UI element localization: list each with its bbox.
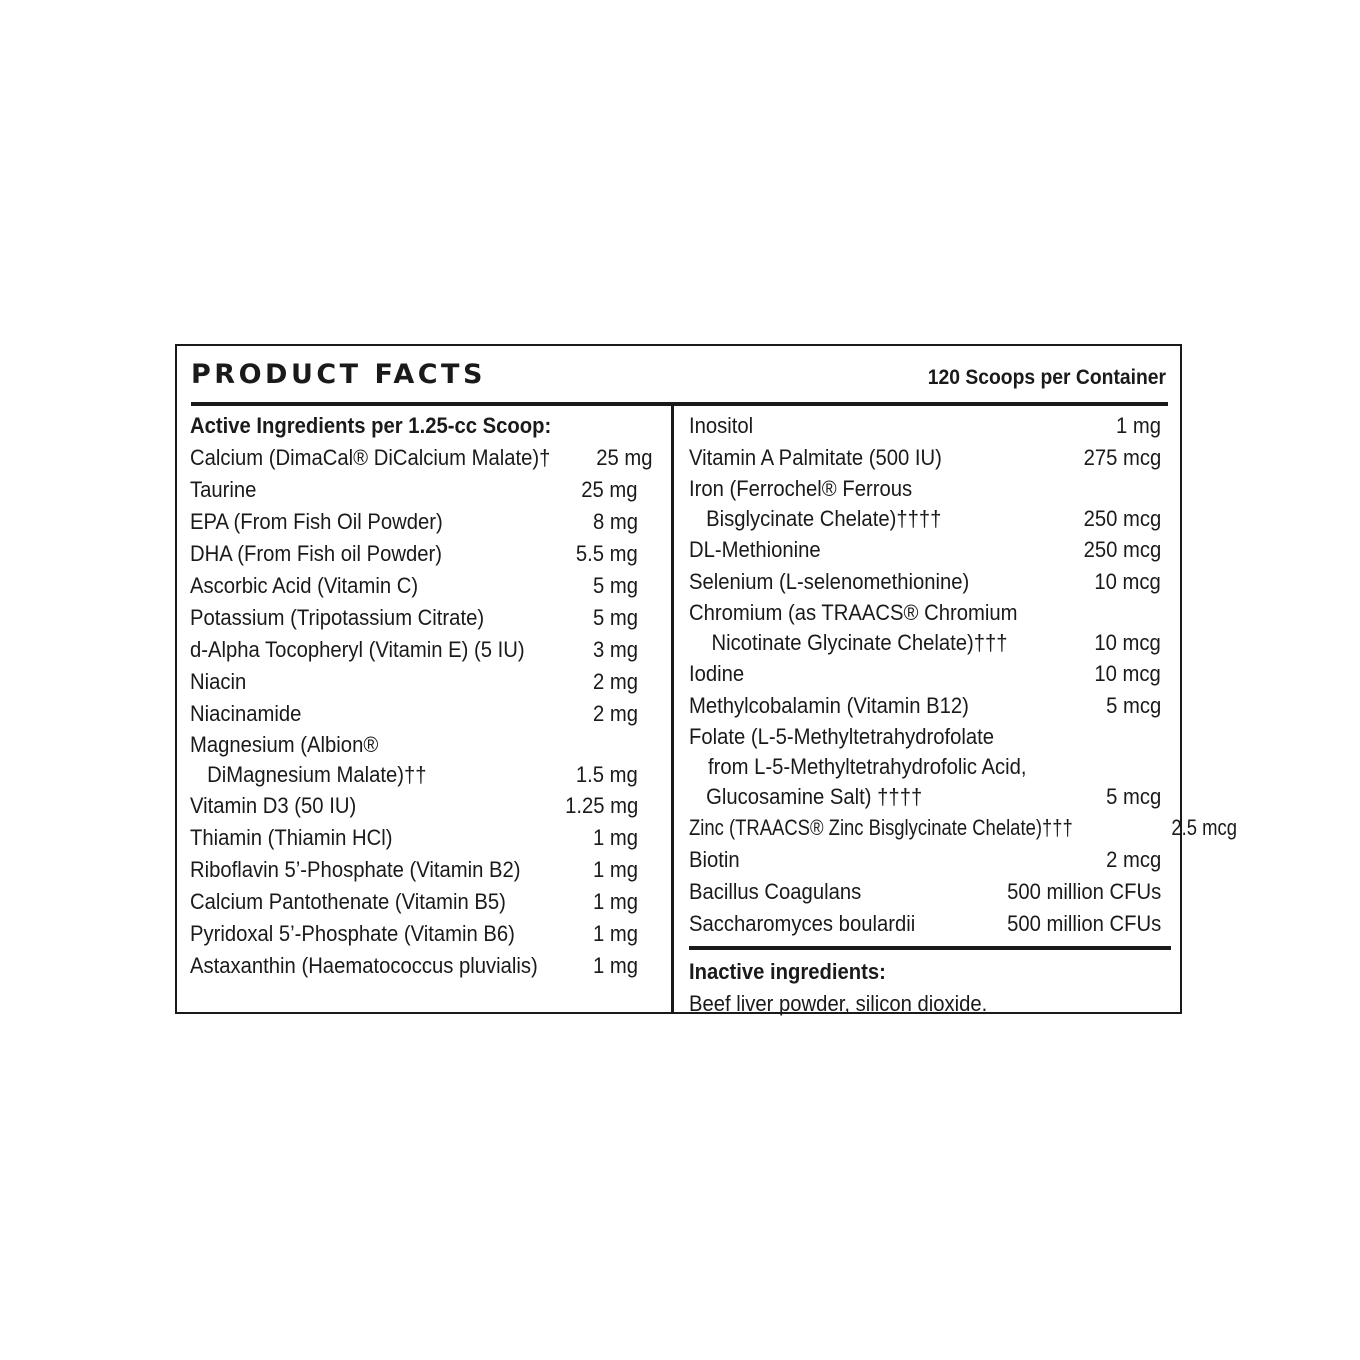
ingredient-row xyxy=(689,566,1161,598)
ingredient-name: DL-Methionine xyxy=(689,537,821,562)
ingredient-name: Thiamin (Thiamin HCl) xyxy=(190,825,393,850)
inactive-ingredients-text: Beef liver powder, silicon dioxide. xyxy=(689,991,988,1016)
ingredient-amount: 1 mg xyxy=(1115,413,1161,438)
ingredient-row xyxy=(689,410,1161,442)
inactive-heading-text: Inactive ingredients: xyxy=(689,959,886,984)
ingredient-name: Astaxanthin (Haematococcus pluvialis) xyxy=(190,953,538,978)
ingredient-name-line1: Iron (Ferrochel® Ferrous xyxy=(689,476,913,501)
ingredient-name: Selenium (L-selenomethionine) xyxy=(689,569,970,594)
ingredient-name: Vitamin A Palmitate (500 IU) xyxy=(689,445,942,470)
ingredient-name: Potassium (Tripotassium Citrate) xyxy=(190,605,485,630)
ingredient-name: Taurine xyxy=(190,477,257,502)
ingredient-row xyxy=(190,918,638,950)
servings-per-container: 120 Scoops per Container xyxy=(927,366,1166,389)
inactive-rule xyxy=(689,946,1171,950)
ingredient-name-line2: from L-5-Methyltetrahydrofolic Acid, xyxy=(708,754,1027,779)
ingredient-amount: 250 mcg xyxy=(1083,537,1161,562)
ingredient-amount: 1.25 mg xyxy=(564,793,638,818)
chromium-entry xyxy=(689,598,1161,658)
ingredient-name-line3: Glucosamine Salt) †††† xyxy=(706,784,923,809)
heading-text: Active Ingredients per 1.25-cc Scoop: xyxy=(190,413,552,438)
iron-entry xyxy=(689,474,1161,534)
ingredient-name-line1: Chromium (as TRAACS® Chromium xyxy=(689,600,1018,625)
ingredient-amount: 10 mcg xyxy=(1094,569,1161,594)
ingredient-row xyxy=(689,690,1161,722)
ingredient-row xyxy=(190,790,638,822)
ingredient-name: Saccharomyces boulardii xyxy=(689,911,916,936)
left-column xyxy=(190,410,653,982)
ingredient-name: Zinc (TRAACS® Zinc Bisglycinate Chelate)††† xyxy=(689,815,1073,840)
ingredient-name: Methylcobalamin (Vitamin B12) xyxy=(689,693,969,718)
ingredient-row xyxy=(190,950,638,982)
ingredient-amount: 2 mcg xyxy=(1105,847,1161,872)
ingredient-name: Vitamin D3 (50 IU) xyxy=(190,793,357,818)
ingredient-name: Bacillus Coagulans xyxy=(689,879,862,904)
ingredient-row xyxy=(689,908,1161,940)
inactive-heading xyxy=(689,956,1161,988)
ingredient-row xyxy=(689,658,1161,690)
ingredient-amount: 1 mg xyxy=(592,857,638,882)
ingredient-name: Calcium Pantothenate (Vitamin B5) xyxy=(190,889,506,914)
ingredient-row xyxy=(190,634,638,666)
ingredient-row xyxy=(190,602,638,634)
ingredient-name: DHA (From Fish oil Powder) xyxy=(190,541,443,566)
ingredient-name-line1: Folate (L-5-Methyltetrahydrofolate xyxy=(689,724,995,749)
ingredient-name: Niacinamide xyxy=(190,701,302,726)
ingredient-amount: 250 mcg xyxy=(1083,506,1161,531)
product-facts-panel xyxy=(175,344,1238,1016)
ingredient-amount: 5 mg xyxy=(592,573,638,598)
ingredient-name: Pyridoxal 5’-Phosphate (Vitamin B6) xyxy=(190,921,515,946)
magnesium-entry xyxy=(190,730,638,790)
ingredient-amount: 3 mg xyxy=(592,637,638,662)
ingredient-name: Calcium (DimaCal® DiCalcium Malate)† xyxy=(190,445,551,470)
ingredient-row xyxy=(190,822,638,854)
ingredient-amount: 25 mg xyxy=(581,477,638,502)
ingredient-row xyxy=(190,666,638,698)
ingredient-row xyxy=(190,474,638,506)
ingredient-name-line2: Nicotinate Glycinate Chelate)††† xyxy=(711,630,1008,655)
ingredient-row xyxy=(689,844,1161,876)
ingredient-row xyxy=(689,812,1238,844)
ingredient-amount: 275 mcg xyxy=(1083,445,1161,470)
ingredient-amount: 1 mg xyxy=(592,825,638,850)
ingredient-amount: 2.5 mcg xyxy=(1171,815,1238,840)
header-rule xyxy=(191,402,1168,406)
ingredient-amount: 25 mg xyxy=(596,445,653,470)
ingredient-row xyxy=(190,886,638,918)
ingredient-row xyxy=(190,538,638,570)
ingredient-row xyxy=(190,442,653,474)
ingredient-amount: 8 mg xyxy=(592,509,638,534)
inactive-ingredients xyxy=(689,988,1161,1020)
ingredient-row xyxy=(689,876,1161,908)
ingredient-amount: 10 mcg xyxy=(1094,661,1161,686)
ingredient-name: Niacin xyxy=(190,669,247,694)
ingredient-amount: 1 mg xyxy=(592,889,638,914)
ingredient-amount: 2 mg xyxy=(592,701,638,726)
ingredient-row xyxy=(689,442,1161,474)
ingredient-amount: 2 mg xyxy=(592,669,638,694)
ingredient-amount: 1 mg xyxy=(592,953,638,978)
ingredient-amount: 5 mg xyxy=(592,605,638,630)
folate-entry xyxy=(689,722,1161,812)
ingredient-row xyxy=(689,534,1161,566)
ingredient-name: Iodine xyxy=(689,661,745,686)
ingredient-name: Biotin xyxy=(689,847,740,872)
active-ingredients-heading xyxy=(190,410,638,442)
ingredient-name-line1: Magnesium (Albion® xyxy=(190,732,379,757)
ingredient-row xyxy=(190,506,638,538)
ingredient-amount: 10 mcg xyxy=(1094,630,1161,655)
ingredient-row xyxy=(190,698,638,730)
panel-title: PRODUCT FACTS xyxy=(191,359,486,390)
ingredient-name: EPA (From Fish Oil Powder) xyxy=(190,509,443,534)
ingredient-name: Riboflavin 5’-Phosphate (Vitamin B2) xyxy=(190,857,521,882)
ingredient-amount: 1 mg xyxy=(592,921,638,946)
ingredient-row xyxy=(190,570,638,602)
ingredient-amount: 5 mcg xyxy=(1105,693,1161,718)
ingredient-amount: 5.5 mg xyxy=(576,541,638,566)
ingredient-amount: 500 million CFUs xyxy=(1006,911,1161,936)
ingredient-name: d-Alpha Tocopheryl (Vitamin E) (5 IU) xyxy=(190,637,525,662)
ingredient-amount: 5 mcg xyxy=(1105,784,1161,809)
ingredient-name-line2: Bisglycinate Chelate)†††† xyxy=(706,506,942,531)
ingredient-name: Inositol xyxy=(689,413,754,438)
ingredient-amount: 1.5 mg xyxy=(576,762,638,787)
ingredient-row xyxy=(190,854,638,886)
column-divider xyxy=(671,406,674,1012)
ingredient-amount: 500 million CFUs xyxy=(1006,879,1161,904)
ingredient-name-line2: DiMagnesium Malate)†† xyxy=(207,762,427,787)
right-column xyxy=(689,410,1238,1020)
ingredient-name: Ascorbic Acid (Vitamin C) xyxy=(190,573,419,598)
